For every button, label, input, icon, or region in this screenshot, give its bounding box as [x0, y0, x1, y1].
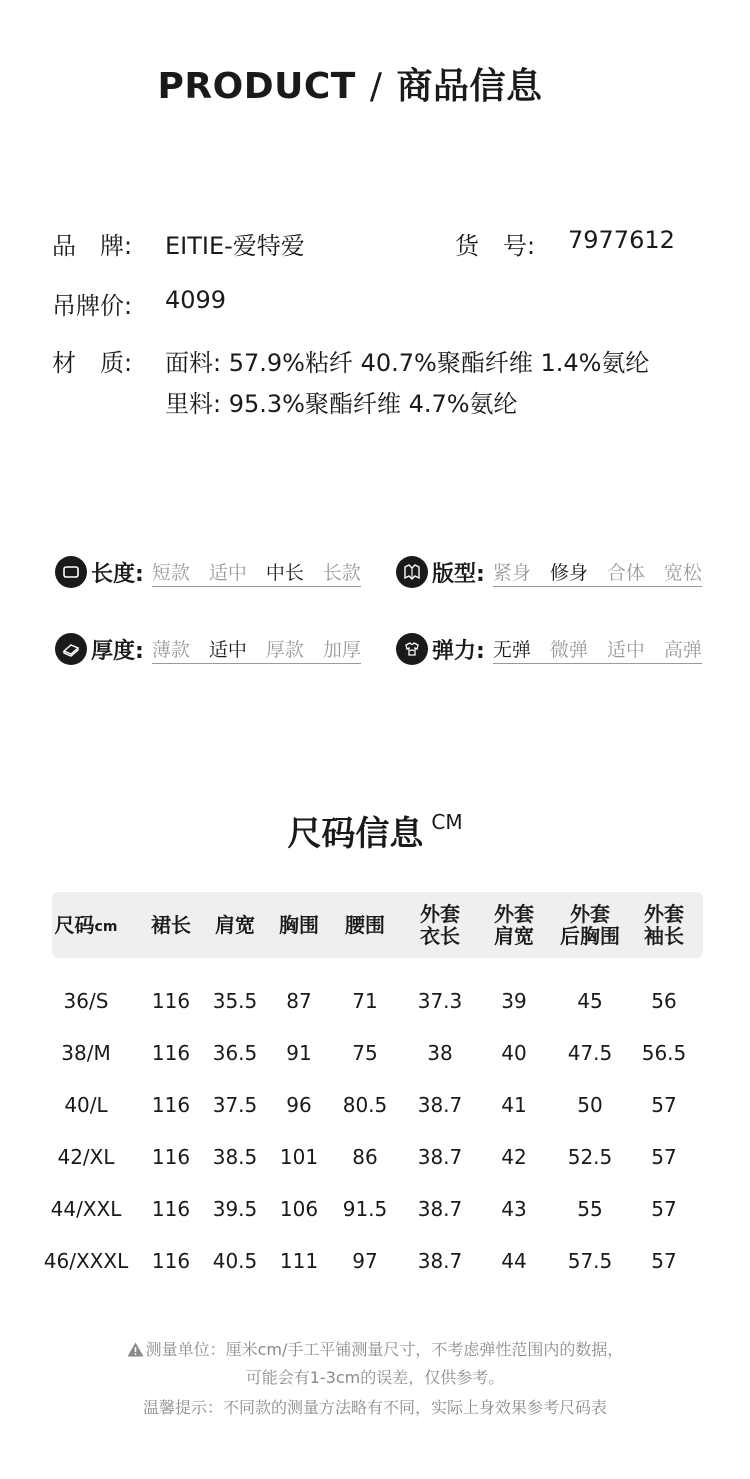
- elasticity-icon: [396, 633, 428, 665]
- attr-fit-option: 修身: [549, 561, 588, 584]
- price-label: 吊牌价:: [52, 292, 133, 320]
- table-cell: 35.5: [212, 989, 258, 1013]
- attr-length-options: [152, 558, 361, 587]
- header-jacket-length-line: 外套: [420, 902, 460, 926]
- table-cell: 57: [651, 1145, 677, 1169]
- table-cell: 37.5: [212, 1093, 258, 1117]
- table-cell: 38.5: [212, 1145, 258, 1169]
- attr-fit-option: 紧身: [492, 561, 531, 584]
- table-cell: 42: [501, 1145, 527, 1169]
- header-jacket-shoulder-line: 肩宽: [494, 924, 534, 948]
- sku-value: 7977612: [568, 226, 675, 254]
- header-jacket-length-line: 衣长: [420, 924, 460, 948]
- table-cell: 116: [151, 1145, 191, 1169]
- size-table-header: [52, 892, 703, 958]
- attr-thickness: [55, 632, 361, 666]
- table-cell: 97: [352, 1249, 378, 1273]
- table-cell: 111: [279, 1249, 319, 1273]
- price-value: 4099: [165, 286, 227, 314]
- material-label: 材 质:: [52, 349, 133, 377]
- header-size-unit: cm: [94, 919, 118, 935]
- size-cell: 44/XXL: [50, 1197, 122, 1221]
- table-cell: 38: [427, 1041, 453, 1065]
- attr-elasticity-option: 无弹: [492, 638, 531, 661]
- attr-elasticity-options: [493, 635, 702, 664]
- table-cell: 40: [501, 1041, 527, 1065]
- table-cell: 106: [279, 1197, 319, 1221]
- attr-elasticity-option: 适中: [606, 638, 645, 661]
- table-cell: 39: [501, 989, 527, 1013]
- material-outer: 面料: 57.9%粘纤 40.7%聚酯纤维 1.4%氨纶: [165, 349, 650, 377]
- attr-fit-label: 版型:: [432, 561, 485, 587]
- attr-thickness-option: 薄款: [151, 638, 190, 661]
- table-cell: 45: [577, 989, 603, 1013]
- table-cell: 86: [352, 1145, 378, 1169]
- table-cell: 50: [577, 1093, 603, 1117]
- table-cell: 39.5: [212, 1197, 258, 1221]
- table-cell: 57.5: [567, 1249, 613, 1273]
- size-title: 尺码信息: [287, 814, 424, 854]
- title-separator: /: [369, 66, 383, 107]
- table-cell: 116: [151, 1093, 191, 1117]
- warning-icon: [127, 1342, 144, 1361]
- size-cell: 38/M: [61, 1041, 111, 1065]
- table-cell: 116: [151, 1197, 191, 1221]
- table-cell: 55: [577, 1197, 603, 1221]
- table-row: [0, 1249, 750, 1279]
- header-jacket-back-bust-line: 外套: [570, 902, 610, 926]
- brand-value: EITIE-爱特爱: [165, 232, 305, 260]
- table-cell: 101: [279, 1145, 319, 1169]
- attr-length: [55, 555, 361, 589]
- header-size-label: 尺码: [54, 913, 95, 937]
- table-cell: 71: [352, 989, 378, 1013]
- table-row: [0, 989, 750, 1019]
- table-row: [0, 1093, 750, 1123]
- header-shoulder-line: 肩宽: [215, 913, 255, 937]
- fit-icon: [396, 556, 428, 588]
- size-cell: 46/XXXL: [43, 1249, 129, 1273]
- header-jacket-sleeve-line: 外套: [644, 902, 684, 926]
- sku-label: 货 号:: [455, 232, 536, 260]
- attr-length-option: 长款: [322, 561, 361, 584]
- title-en: PRODUCT: [157, 66, 356, 107]
- attr-thickness-option: 适中: [208, 638, 247, 661]
- table-cell: 116: [151, 1041, 191, 1065]
- material-lining: 里料: 95.3%聚酯纤维 4.7%氨纶: [165, 390, 518, 418]
- header-size: [46, 892, 126, 958]
- header-jacket-shoulder-line: 外套: [494, 902, 534, 926]
- table-cell: 43: [501, 1197, 527, 1221]
- table-row: [0, 1197, 750, 1227]
- table-cell: 57: [651, 1249, 677, 1273]
- header-jacket-back-bust-line: 后胸围: [560, 924, 620, 948]
- note-line-2: 可能会有1-3cm的误差，仅供参考。: [245, 1368, 505, 1387]
- header-bust-line: 胸围: [279, 913, 319, 937]
- table-cell: 91: [286, 1041, 312, 1065]
- table-cell: 47.5: [567, 1041, 613, 1065]
- attr-elasticity: [396, 632, 702, 666]
- attr-fit-option: 宽松: [663, 561, 702, 584]
- header-jacket-back-bust: [550, 892, 630, 958]
- page-title: [0, 58, 700, 109]
- attr-elasticity-option: 高弹: [663, 638, 702, 661]
- size-unit: CM: [431, 810, 463, 834]
- attr-length-option: 中长: [265, 561, 304, 584]
- attr-fit: [396, 555, 702, 589]
- header-jacket-sleeve: [624, 892, 704, 958]
- table-cell: 56.5: [641, 1041, 687, 1065]
- note-line-3: 温馨提示：不同款的测量方法略有不同，实际上身效果参考尺码表: [142, 1398, 607, 1417]
- header-jacket-length: [400, 892, 480, 958]
- length-icon: [55, 556, 87, 588]
- table-cell: 41: [501, 1093, 527, 1117]
- size-cell: 40/L: [64, 1093, 108, 1117]
- table-cell: 57: [651, 1093, 677, 1117]
- attr-elasticity-label: 弹力:: [432, 638, 485, 664]
- attr-fit-options: [493, 558, 702, 587]
- size-cell: 42/XL: [57, 1145, 115, 1169]
- table-cell: 91.5: [342, 1197, 388, 1221]
- table-cell: 37.3: [417, 989, 463, 1013]
- table-cell: 75: [352, 1041, 378, 1065]
- attr-thickness-label: 厚度:: [91, 638, 144, 664]
- table-cell: 57: [651, 1197, 677, 1221]
- attr-length-option: 适中: [208, 561, 247, 584]
- table-cell: 52.5: [567, 1145, 613, 1169]
- table-cell: 40.5: [212, 1249, 258, 1273]
- size-cell: 36/S: [63, 989, 109, 1013]
- attr-thickness-option: 厚款: [265, 638, 304, 661]
- table-cell: 96: [286, 1093, 312, 1117]
- attr-length-option: 短款: [151, 561, 190, 584]
- table-cell: 116: [151, 989, 191, 1013]
- brand-label: 品 牌:: [52, 232, 133, 260]
- header-jacket-shoulder: [474, 892, 554, 958]
- table-cell: 38.7: [417, 1197, 463, 1221]
- table-cell: 87: [286, 989, 312, 1013]
- table-cell: 116: [151, 1249, 191, 1273]
- header-waist: [325, 892, 405, 958]
- attr-length-label: 长度:: [91, 561, 144, 587]
- table-cell: 38.7: [417, 1145, 463, 1169]
- measurement-note: [0, 1337, 750, 1361]
- table-cell: 44: [501, 1249, 527, 1273]
- table-cell: 38.7: [417, 1093, 463, 1117]
- thickness-icon: [55, 633, 87, 665]
- attr-thickness-options: [152, 635, 361, 664]
- table-row: [0, 1145, 750, 1175]
- header-skirt-length-line: 裙长: [151, 913, 191, 937]
- note-line-1: 测量单位：厘米cm/手工平铺测量尺寸，不考虑弹性范围内的数据，: [145, 1340, 624, 1359]
- attr-fit-option: 合体: [606, 561, 645, 584]
- attr-elasticity-option: 微弹: [549, 638, 588, 661]
- table-cell: 80.5: [342, 1093, 388, 1117]
- table-cell: 36.5: [212, 1041, 258, 1065]
- header-jacket-sleeve-line: 袖长: [644, 924, 684, 948]
- table-cell: 56: [651, 989, 677, 1013]
- title-cn: 商品信息: [396, 66, 543, 107]
- size-section-title: [0, 806, 750, 855]
- header-waist-line: 腰围: [345, 913, 385, 937]
- table-cell: 38.7: [417, 1249, 463, 1273]
- table-row: [0, 1041, 750, 1071]
- attr-thickness-option: 加厚: [322, 638, 361, 661]
